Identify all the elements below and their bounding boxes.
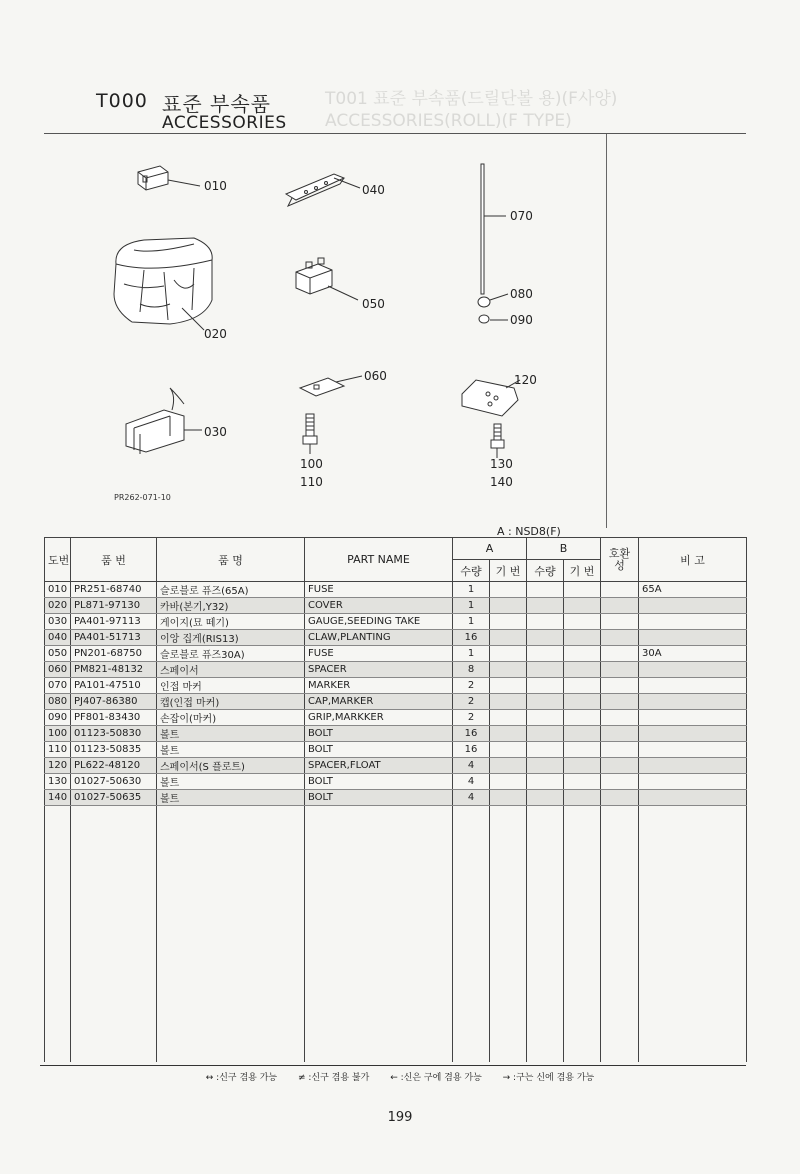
legend-item: ↔ :신구 겸용 가능 [205,1073,278,1083]
row-period-a [490,694,527,710]
gauge-seeding-take-illustration [126,388,202,454]
row-part-no: 01027-50630 [71,774,157,790]
row-part-name: FUSE [305,582,453,598]
row-part-name: BOLT [305,790,453,806]
legend-item: → :구는 신에 겸용 가능 [502,1073,595,1083]
filler-cell [490,806,527,1062]
row-qty-b [527,646,564,662]
callout-120: 120 [514,373,537,387]
row-period-b [564,630,601,646]
row-qty-a: 1 [453,646,490,662]
table-filler [45,806,747,1062]
row-period-b [564,678,601,694]
row-remarks [639,678,747,694]
table-row [45,758,747,774]
ghost-header-line2: ACCESSORIES(ROLL)(F TYPE) [325,111,572,131]
header-part-name: PART NAME [305,538,453,582]
row-qty-a: 1 [453,598,490,614]
row-name-kr: 캡(인접 마커) [157,694,305,710]
row-compat [601,726,639,742]
row-qty-b [527,726,564,742]
row-part-no: PA401-51713 [71,630,157,646]
row-compat [601,678,639,694]
row-qty-b [527,774,564,790]
filler-cell [527,806,564,1062]
row-remarks [639,774,747,790]
callout-140: 140 [490,475,513,489]
row-part-name: COVER [305,598,453,614]
row-qty-a: 4 [453,774,490,790]
row-part-no: PJ407-86380 [71,694,157,710]
header-qty-a: 수량 [453,560,490,582]
header-ref: 도번 [45,538,71,582]
ghost-header [325,88,617,132]
row-part-no: PM821-48132 [71,662,157,678]
row-qty-b [527,678,564,694]
row-qty-b [527,694,564,710]
row-name-kr: 손잡이(마커) [157,710,305,726]
filler-cell [71,806,157,1062]
row-qty-a: 4 [453,790,490,806]
row-remarks: 30A [639,646,747,662]
row-part-no: 01123-50830 [71,726,157,742]
row-ref: 110 [45,742,71,758]
row-ref: 090 [45,710,71,726]
section-code: T000 [96,90,148,112]
row-name-kr: 슬로블로 퓨즈30A) [157,646,305,662]
row-period-b [564,614,601,630]
table-row [45,646,747,662]
row-part-name: SPACER,FLOAT [305,758,453,774]
row-compat [601,694,639,710]
row-name-kr: 카바(본기,Y32) [157,598,305,614]
row-period-a [490,614,527,630]
row-part-name: SPACER [305,662,453,678]
row-part-no: PL622-48120 [71,758,157,774]
table-row [45,742,747,758]
legend-item: ← :신은 구에 겸용 가능 [390,1073,482,1083]
figure-code: PR262-071-10 [114,493,171,502]
row-name-kr: 볼트 [157,742,305,758]
marker-rod-illustration [481,164,506,294]
row-part-no: 01027-50635 [71,790,157,806]
row-period-b [564,774,601,790]
row-part-no: PF801-83430 [71,710,157,726]
callout-100: 100 [300,457,323,471]
row-qty-b [527,662,564,678]
row-name-kr: 이앙 집게(RIS13) [157,630,305,646]
row-name-kr: 인접 마커 [157,678,305,694]
row-qty-a: 4 [453,758,490,774]
row-qty-a: 2 [453,694,490,710]
row-ref: 060 [45,662,71,678]
cover-illustration [114,238,212,330]
header-name-kr: 품 명 [157,538,305,582]
row-period-a [490,678,527,694]
filler-cell [453,806,490,1062]
ghost-header-line1: T001 표준 부속품(드릴단볼 용)(F사양) [325,89,618,109]
row-compat [601,710,639,726]
table-row [45,614,747,630]
row-remarks [639,630,747,646]
row-qty-b [527,790,564,806]
row-name-kr: 볼트 [157,790,305,806]
row-remarks [639,726,747,742]
row-period-a [490,598,527,614]
row-name-kr: 스페이서 [157,662,305,678]
row-name-kr: 볼트 [157,774,305,790]
row-period-b [564,662,601,678]
row-compat [601,758,639,774]
callout-060: 060 [364,369,387,383]
callout-090: 090 [510,313,533,327]
row-period-b [564,790,601,806]
row-remarks [639,710,747,726]
row-qty-b [527,614,564,630]
row-period-b [564,582,601,598]
filler-cell [45,806,71,1062]
header-compat: 호환성 [601,538,639,582]
row-period-b [564,694,601,710]
row-compat [601,646,639,662]
table-row [45,774,747,790]
callout-020: 020 [204,327,227,341]
spacer-illustration [300,376,362,396]
callout-030: 030 [204,425,227,439]
filler-cell [564,806,601,1062]
row-qty-b [527,630,564,646]
row-compat [601,630,639,646]
callout-040: 040 [362,183,385,197]
row-ref: 020 [45,598,71,614]
row-period-a [490,774,527,790]
row-part-name: BOLT [305,742,453,758]
row-qty-a: 1 [453,614,490,630]
row-compat [601,582,639,598]
row-name-kr: 게이지(묘 떼기) [157,614,305,630]
row-period-b [564,646,601,662]
row-ref: 120 [45,758,71,774]
row-period-a [490,630,527,646]
row-part-name: GRIP,MARKKER [305,710,453,726]
header-part-no: 품 번 [71,538,157,582]
row-compat [601,614,639,630]
row-part-no: PL871-97130 [71,598,157,614]
row-period-a [490,790,527,806]
row-period-a [490,662,527,678]
row-qty-b [527,742,564,758]
float-spacer-illustration [462,380,520,416]
row-part-name: BOLT [305,726,453,742]
row-part-name: MARKER [305,678,453,694]
row-ref: 070 [45,678,71,694]
table-row [45,598,747,614]
row-period-a [490,758,527,774]
row-compat [601,662,639,678]
row-compat [601,742,639,758]
row-name-kr: 볼트 [157,726,305,742]
fuse-65a-illustration [138,166,200,190]
row-compat [601,774,639,790]
callout-080: 080 [510,287,533,301]
parts-diagram [44,134,744,528]
filler-cell [639,806,747,1062]
row-remarks [639,742,747,758]
row-part-name: CAP,MARKER [305,694,453,710]
callout-110: 110 [300,475,323,489]
row-part-no: PA401-97113 [71,614,157,630]
row-period-b [564,758,601,774]
table-row [45,694,747,710]
header-period-a: 기 번 [490,560,527,582]
row-period-b [564,726,601,742]
row-qty-a: 1 [453,582,490,598]
legend-item: ≠ :신구 겸용 불가 [297,1073,370,1083]
row-ref: 130 [45,774,71,790]
callout-010: 010 [204,179,227,193]
header-group-a: A [453,538,527,560]
section-title-korean: 표준 부속품 [162,92,271,116]
row-part-name: BOLT [305,774,453,790]
row-remarks [639,614,747,630]
row-remarks [639,662,747,678]
row-qty-a: 2 [453,710,490,726]
row-qty-a: 16 [453,726,490,742]
row-remarks: 65A [639,582,747,598]
row-period-a [490,646,527,662]
row-part-name: GAUGE,SEEDING TAKE [305,614,453,630]
row-ref: 080 [45,694,71,710]
row-qty-b [527,758,564,774]
table-row [45,662,747,678]
header-group-b: B [527,538,601,560]
filler-cell [157,806,305,1062]
header-period-b: 기 번 [564,560,601,582]
row-period-a [490,742,527,758]
row-qty-b [527,582,564,598]
table-row [45,678,747,694]
row-period-b [564,710,601,726]
row-ref: 100 [45,726,71,742]
table-row [45,726,747,742]
claw-planting-illustration [286,174,360,206]
row-name-kr: 스페이서(S 플로트) [157,758,305,774]
row-ref: 050 [45,646,71,662]
row-qty-b [527,710,564,726]
row-part-name: FUSE [305,646,453,662]
row-period-a [490,582,527,598]
row-qty-b [527,598,564,614]
table-row [45,790,747,806]
row-qty-a: 16 [453,742,490,758]
parts-table [44,537,747,1062]
section-title-english: ACCESSORIES [162,113,287,133]
parts-table-body [45,582,747,1062]
header-remarks: 비 고 [639,538,747,582]
row-period-a [490,726,527,742]
filler-cell [601,806,639,1062]
row-period-a [490,710,527,726]
table-row [45,710,747,726]
table-row [45,630,747,646]
callout-050: 050 [362,297,385,311]
row-remarks [639,790,747,806]
row-compat [601,598,639,614]
row-qty-a: 2 [453,678,490,694]
marker-grip-illustration [479,315,508,323]
row-qty-a: 8 [453,662,490,678]
row-qty-a: 16 [453,630,490,646]
bolt-100-illustration [303,414,317,454]
compatibility-legend [0,1070,800,1083]
row-part-no: PN201-68750 [71,646,157,662]
callout-070: 070 [510,209,533,223]
row-ref: 030 [45,614,71,630]
diagram-divider [606,134,607,528]
row-period-b [564,598,601,614]
row-name-kr: 슬로블로 퓨즈(65A) [157,582,305,598]
fuse-30a-illustration [296,258,358,300]
filler-cell [305,806,453,1062]
row-part-name: CLAW,PLANTING [305,630,453,646]
bolt-130-illustration [491,424,504,458]
table-row [45,582,747,598]
marker-cap-illustration [478,294,508,307]
row-remarks [639,598,747,614]
footer-rule [40,1065,746,1066]
row-part-no: 01123-50835 [71,742,157,758]
row-ref: 140 [45,790,71,806]
model-note: A : NSD8(F) [497,525,561,538]
callout-130: 130 [490,457,513,471]
row-part-no: PR251-68740 [71,582,157,598]
page-number: 199 [387,1110,413,1125]
row-period-b [564,742,601,758]
row-remarks [639,694,747,710]
row-ref: 040 [45,630,71,646]
row-remarks [639,758,747,774]
row-ref: 010 [45,582,71,598]
header-qty-b: 수량 [527,560,564,582]
row-compat [601,790,639,806]
row-part-no: PA101-47510 [71,678,157,694]
